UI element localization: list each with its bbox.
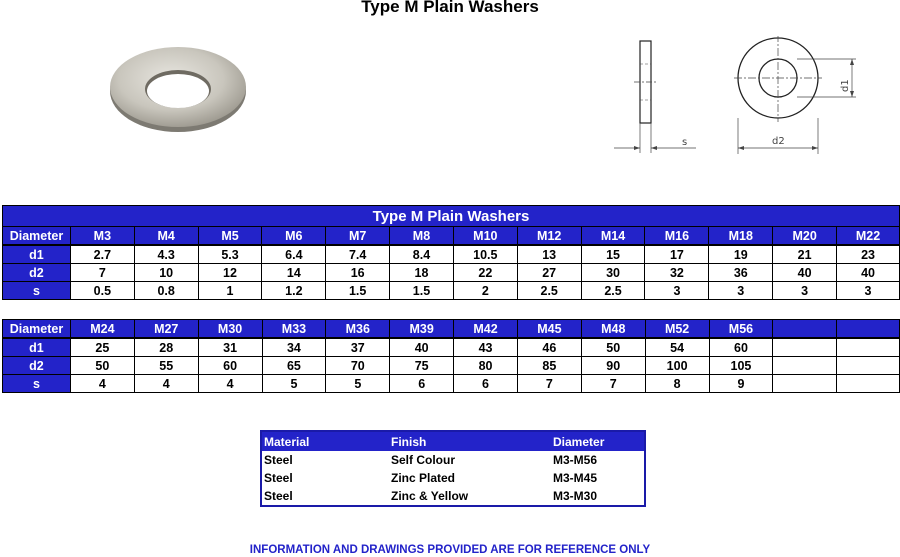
value-cell: 18: [390, 264, 454, 282]
d1-row: [3, 245, 900, 264]
value-cell: 1.5: [390, 282, 454, 300]
row-label: s: [3, 375, 71, 393]
value-cell: 10: [134, 264, 198, 282]
value-cell: 23: [837, 245, 900, 264]
value-cell: 40: [837, 264, 900, 282]
finish-row: [261, 469, 645, 487]
value-cell: 46: [517, 338, 581, 357]
finish-cell: Self Colour: [389, 451, 551, 469]
value-cell: 65: [262, 357, 326, 375]
row-label: d1: [3, 338, 71, 357]
value-cell: 4: [198, 375, 262, 393]
value-cell: 8: [645, 375, 709, 393]
value-cell: 2.7: [70, 245, 134, 264]
value-cell: 34: [262, 338, 326, 357]
page-title: Type M Plain Washers: [361, 0, 539, 16]
table-caption: Type M Plain Washers: [3, 206, 900, 227]
value-cell: 21: [773, 245, 837, 264]
value-cell: 50: [581, 338, 645, 357]
d2-row: [3, 357, 900, 375]
value-cell: 75: [390, 357, 454, 375]
value-cell: 27: [517, 264, 581, 282]
value-cell: 54: [645, 338, 709, 357]
value-cell: 1.2: [262, 282, 326, 300]
size-header-cell: M36: [326, 320, 390, 339]
value-cell: [837, 338, 900, 357]
value-cell: 1: [198, 282, 262, 300]
finish-cell: Steel: [261, 487, 389, 506]
value-cell: 31: [198, 338, 262, 357]
value-cell: 36: [709, 264, 773, 282]
finish-cell: Zinc & Yellow: [389, 487, 551, 506]
row-label: s: [3, 282, 71, 300]
value-cell: 55: [134, 357, 198, 375]
value-cell: 0.8: [134, 282, 198, 300]
table-2-body: [3, 320, 900, 393]
value-cell: 7: [517, 375, 581, 393]
value-cell: [773, 338, 837, 357]
finish-header-cell: Finish: [389, 431, 551, 451]
finish-table-body: [261, 431, 645, 506]
value-cell: 8.4: [390, 245, 454, 264]
size-header-cell: M6: [262, 227, 326, 246]
side-view-drawing: [610, 36, 702, 156]
value-cell: 1.5: [326, 282, 390, 300]
size-header-cell: M20: [773, 227, 837, 246]
value-cell: 3: [645, 282, 709, 300]
value-cell: 5.3: [198, 245, 262, 264]
size-header-cell: M3: [70, 227, 134, 246]
value-cell: 37: [326, 338, 390, 357]
label-d1: d1: [840, 79, 851, 92]
row-label: d2: [3, 264, 71, 282]
value-cell: 100: [645, 357, 709, 375]
finish-cell: M3-M45: [551, 469, 645, 487]
finish-row: [261, 487, 645, 506]
value-cell: [773, 357, 837, 375]
size-row: [3, 320, 900, 339]
value-cell: 4: [70, 375, 134, 393]
finish-header-cell: Material: [261, 431, 389, 451]
value-cell: 6: [454, 375, 518, 393]
reference-disclaimer: INFORMATION AND DRAWINGS PROVIDED ARE FOR REFERENCE ONLY: [249, 544, 651, 556]
size-header-cell: M5: [198, 227, 262, 246]
value-cell: [837, 375, 900, 393]
value-cell: 32: [645, 264, 709, 282]
finish-cell: Steel: [261, 451, 389, 469]
value-cell: 22: [453, 264, 517, 282]
value-cell: 16: [326, 264, 390, 282]
value-cell: 7: [70, 264, 134, 282]
value-cell: 10.5: [453, 245, 517, 264]
size-header-cell: M27: [134, 320, 198, 339]
value-cell: 14: [262, 264, 326, 282]
value-cell: 12: [198, 264, 262, 282]
finish-cell: Steel: [261, 469, 389, 487]
value-cell: 5: [262, 375, 326, 393]
size-header-cell: M24: [70, 320, 134, 339]
size-header-cell: M56: [709, 320, 773, 339]
washer-table-2: [2, 319, 900, 393]
size-header-cell: M10: [453, 227, 517, 246]
value-cell: 85: [517, 357, 581, 375]
value-cell: 19: [709, 245, 773, 264]
value-cell: 3: [837, 282, 900, 300]
value-cell: 15: [581, 245, 645, 264]
finish-cell: M3-M56: [551, 451, 645, 469]
value-cell: 80: [454, 357, 518, 375]
value-cell: 90: [581, 357, 645, 375]
size-header-cell: [773, 320, 837, 339]
d2-row: [3, 264, 900, 282]
value-cell: 9: [709, 375, 773, 393]
size-header-cell: M16: [645, 227, 709, 246]
value-cell: 13: [517, 245, 581, 264]
size-header-cell: M30: [198, 320, 262, 339]
value-cell: 3: [709, 282, 773, 300]
value-cell: 28: [134, 338, 198, 357]
table-1-body: [3, 206, 900, 300]
value-cell: 6: [390, 375, 454, 393]
value-cell: 2: [453, 282, 517, 300]
value-cell: 7: [581, 375, 645, 393]
size-header-cell: M39: [390, 320, 454, 339]
label-d2: d2: [772, 136, 785, 147]
value-cell: 40: [773, 264, 837, 282]
finish-table: [260, 430, 646, 507]
value-cell: 70: [326, 357, 390, 375]
value-cell: 25: [70, 338, 134, 357]
row-label: Diameter: [3, 320, 71, 339]
finish-cell: M3-M30: [551, 487, 645, 506]
value-cell: 60: [709, 338, 773, 357]
s-row: [3, 375, 900, 393]
finish-cell: Zinc Plated: [389, 469, 551, 487]
size-header-cell: M18: [709, 227, 773, 246]
value-cell: 43: [454, 338, 518, 357]
value-cell: 50: [70, 357, 134, 375]
size-header-cell: M33: [262, 320, 326, 339]
row-label: Diameter: [3, 227, 71, 246]
value-cell: 17: [645, 245, 709, 264]
value-cell: 5: [326, 375, 390, 393]
size-header-cell: M14: [581, 227, 645, 246]
size-header-cell: M4: [134, 227, 198, 246]
value-cell: 4: [134, 375, 198, 393]
value-cell: [837, 357, 900, 375]
s-row: [3, 282, 900, 300]
value-cell: 0.5: [70, 282, 134, 300]
size-header-cell: [837, 320, 900, 339]
size-header-cell: M8: [390, 227, 454, 246]
table-caption-row: [3, 206, 900, 227]
finish-header-cell: Diameter: [551, 431, 645, 451]
label-s: s: [682, 137, 688, 148]
value-cell: 30: [581, 264, 645, 282]
washer-table-1: [2, 205, 900, 300]
size-header-cell: M22: [837, 227, 900, 246]
value-cell: [773, 375, 837, 393]
size-header-cell: M7: [326, 227, 390, 246]
finish-header-row: [261, 431, 645, 451]
value-cell: 7.4: [326, 245, 390, 264]
front-view-drawing: [726, 36, 880, 156]
value-cell: 105: [709, 357, 773, 375]
value-cell: 2.5: [581, 282, 645, 300]
row-label: d2: [3, 357, 71, 375]
size-header-cell: M52: [645, 320, 709, 339]
finish-row: [261, 451, 645, 469]
value-cell: 3: [773, 282, 837, 300]
row-label: d1: [3, 245, 71, 264]
size-header-cell: M45: [517, 320, 581, 339]
value-cell: 6.4: [262, 245, 326, 264]
size-row: [3, 227, 900, 246]
size-header-cell: M42: [454, 320, 518, 339]
washer-photo: [108, 42, 248, 134]
value-cell: 60: [198, 357, 262, 375]
size-header-cell: M48: [581, 320, 645, 339]
value-cell: 2.5: [517, 282, 581, 300]
d1-row: [3, 338, 900, 357]
value-cell: 40: [390, 338, 454, 357]
value-cell: 4.3: [134, 245, 198, 264]
size-header-cell: M12: [517, 227, 581, 246]
